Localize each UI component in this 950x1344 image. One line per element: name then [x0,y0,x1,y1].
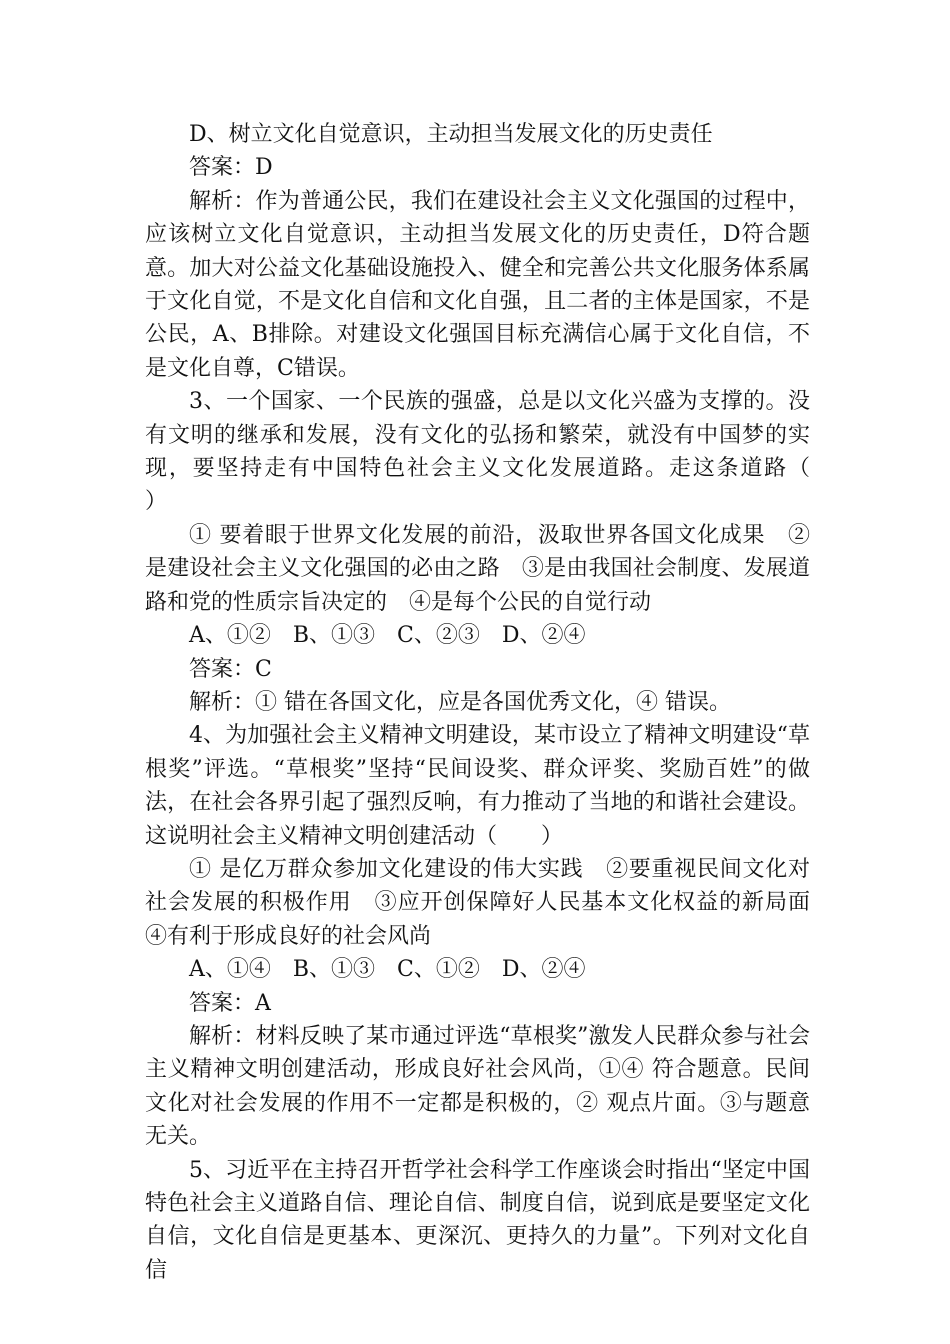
question-4-statements: ① 是亿万群众参加文化建设的伟大实践 ②要重视民间文化对社会发展的积极作用 ③应开创保障好人民基本文化权益的新局面 ④有利于形成良好的社会风尚 [145,856,833,949]
question-3-options: A、①② B、①③ C、②③ D、②④ [189,623,586,649]
question-4-options: A、①④ B、①③ C、①② D、②④ [189,957,586,983]
question-3-answer: 答案：C [189,656,272,682]
question-3-statements: ① 要着眼于世界文化发展的前沿，汲取世界各国文化成果 ②是建设社会主义文化强国的必由之路 ③是由我国社会制度、发展道路和党的性质宗旨决定的 ④是每个公民的自觉行动 [145,522,810,615]
question-3-explanation: 解析：① 错在各国文化，应是各国优秀文化，④ 错误。 [189,689,731,715]
question-4-stem: 4、为加强社会主义精神文明建设，某市设立了精神文明建设“草根奖”评选。“草根奖”坚持“民间设奖、群众评奖、奖励百姓”的做法，在社会各界引起了强烈反响，有力推动了当地的和谐社会建设。这说明社会主义精神文明创建活动（ ） [145,723,810,849]
option-d-line: D、树立文化自觉意识，主动担当发展文化的历史责任 [189,122,713,147]
question-4-explanation: 解析：材料反映了某市通过评选“草根奖”激发人民群众参与社会主义精神文明创建活动，形成良好社会风尚，①④ 符合题意。民间文化对社会发展的作用不一定都是积极的，② 观点片面。③与题意无关。 [145,1023,810,1150]
question-5-stem: 5、习近平在主持召开哲学社会科学工作座谈会时指出“坚定中国特色社会主义道路自信、理论自信、制度自信，说到底是要坚定文化自信，文化自信是更基本、更深沉、更持久的力量”。下列对文化自信 [145,1157,810,1283]
question-3-stem: 3、一个国家、一个民族的强盛，总是以文化兴盛为支撑的。没有文明的继承和发展，没有文化的弘扬和繁荣，就没有中国梦的实现，要坚持走有中国特色社会主义文化发展道路。走这条道路（ ） [145,389,855,515]
document-page [145,118,855,1287]
answer-line: 答案：D [189,155,273,181]
explanation-paragraph: 解析：作为普通公民，我们在建设社会主义文化强国的过程中，应该树立文化自觉意识，主动担当发展文化的历史责任，D符合题意。加大对公益文化基础设施投入、健全和完善公共文化服务体系属于文化自觉，不是文化自信和文化自强，且二者的主体是国家，不是公民，A、B排除。对建设文化强国目标充满信心属于文化自信，不是文化自尊，C错误。 [145,188,810,381]
question-4-answer: 答案：A [189,990,271,1016]
